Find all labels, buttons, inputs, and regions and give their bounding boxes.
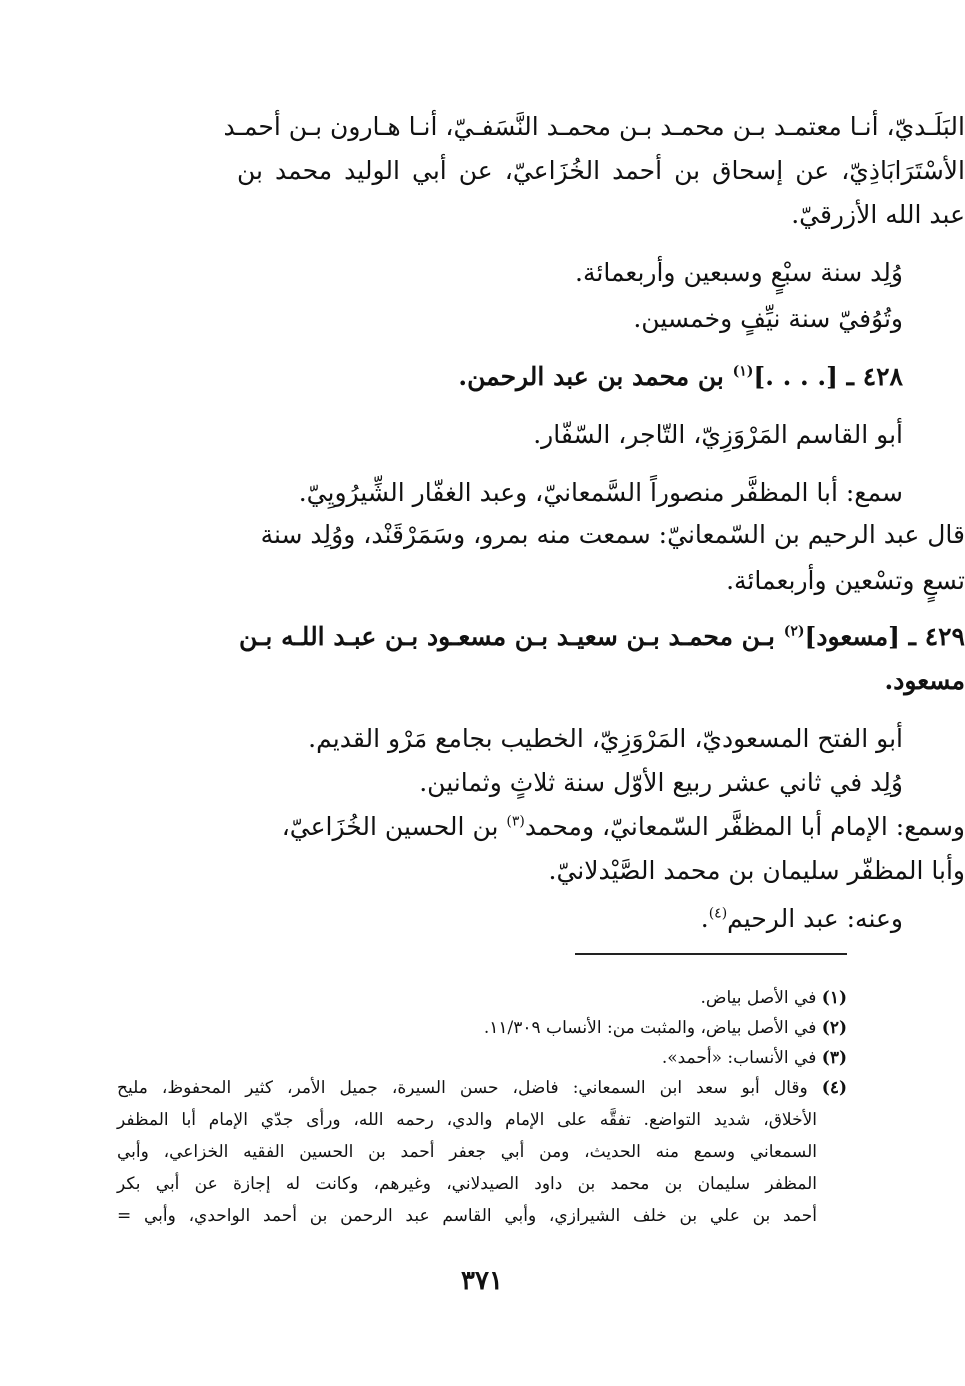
footnote-4-line1: [117, 1076, 847, 1100]
footnote-ref-4[interactable]: (٤): [708, 905, 728, 922]
entry-429-name-line2: مسعود.: [884, 666, 965, 695]
entry-429-heard-line1: [281, 812, 965, 842]
entry-429-bracket: [مسعود]: [804, 622, 900, 651]
entry-428-kunya: أبو القاسم المَرْوَزِيّ، التّاجر، السّفّار.: [533, 420, 903, 449]
entry-428-bracket: [. . . .]: [753, 362, 838, 391]
entry-429-from: [237, 904, 903, 934]
footnote-2-number: (٢): [821, 1018, 847, 1038]
footnote-ref-2[interactable]: (٢): [783, 623, 805, 640]
entry-429-kunya: أبو الفتح المسعوديّ، المَرْوَزِيّ، الخطيب بجامع مَرْو القديم.: [308, 724, 903, 753]
footnote-4-line1-text: وقال أبو سعد ابن السمعاني: فاضل، حسن السيرة، جميل الأمر، كثير المحفوظ، مليح: [117, 1078, 808, 1098]
entry-429-born: وُلِد في ثاني عشر ربيع الأوّل سنة ثلاثٍ وثمانين.: [419, 768, 903, 797]
footnote-separator: [575, 953, 847, 955]
footnote-4-number: (٤): [821, 1078, 847, 1098]
footnote-1-number: (١): [821, 988, 847, 1008]
footnote-4-line5: أحمد بن علي بن خلف الشيرازي، وأبي القاسم عبد الرحمن بن أحمد الواحدي، وأبي =: [117, 1206, 817, 1226]
footnote-3-text: في الأنساب: «أحمد».: [661, 1048, 817, 1068]
entry-429-heard-line2: وأبا المظفّر سليمان بن محمد الصَّيْدلانيّ.: [548, 856, 965, 885]
entry-428-number: ٤٢٨ ـ: [846, 362, 903, 391]
footnote-2-text: في الأصل بياض، والمثبت من: الأنساب ١١/٣٠٩.: [483, 1018, 817, 1038]
born-line: وُلِد سنة سبْعٍ وسبعين وأربعمائة.: [575, 258, 903, 287]
footnote-ref-1[interactable]: (١): [732, 363, 754, 380]
footnote-4-line4: المظفر سليمان بن محمد بن داود الصيدلاني، وغيرهم، وكانت له إجازة عن أبي بكر: [117, 1174, 817, 1194]
footnote-1: [117, 986, 847, 1010]
entry-428-heard: سمع: أبا المظفَّر منصوراً السَّمعانيّ، وعبد الغفّار الشِّيرُويِيّ.: [298, 478, 903, 507]
footnote-4-line3: السمعاني وسمع منه الحديث، ومن أبي جعفر أحمد بن الحسين الفقيه الخزاعي، وأبي: [117, 1142, 817, 1162]
entry-429-heading-line1: [239, 622, 965, 652]
entry-429-number: ٤٢٩ ـ: [908, 622, 965, 651]
footnote-ref-3[interactable]: (٣): [506, 813, 525, 830]
entry-428-heading: [237, 362, 903, 392]
footnote-4-line2: الأخلاق، شديد التواضع. تفقَّه على الإمام والدي، رحمه الله، ورأى جدّي الإمام أبا المظفر: [117, 1110, 817, 1130]
entry-429-name-line1: بـن محمـد بـن سعيـد بـن مسعـود بـن عبـد اللـه بـن: [239, 622, 775, 651]
entry-429-heard-line1-a: وسمع: الإمام أبا المظفَّر السّمعانيّ، ومحمد: [524, 812, 965, 841]
entry-428-name: بن محمد بن عبد الرحمن.: [458, 362, 724, 391]
para1-line3: عبد الله الأزرقيّ.: [791, 200, 965, 229]
entry-429-heard-line1-b: بن الحسين الخُزَاعيّ،: [281, 812, 507, 841]
footnote-1-text: في الأصل بياض.: [700, 988, 817, 1008]
entry-429-from-end: .: [700, 904, 709, 933]
footnote-2: [117, 1016, 847, 1040]
para1-line2: الأسْتَرَابَاذِيّ، عن إسحاق بن أحمد الخُزَاعيّ، عن أبي الوليد محمد بن: [237, 156, 965, 185]
page-number: ٣٧١: [461, 1266, 503, 1296]
footnote-3: [117, 1046, 847, 1070]
entry-428-said-line1-text: قال عبد الرحيم بن السّمعانيّ: سمعت منه بمرو، وسَمَرْقَنْد، ووُلِد سنة: [260, 520, 965, 549]
entry-429-from-text: وعنه: عبد الرحيم: [727, 904, 903, 933]
para1-line1: البَلَـديّ، أنـا معتمـد بـن محمـد بـن محمـد النَّسَفـيّ، أنـا هـارون بـن أحمـد: [223, 112, 965, 141]
entry-428-said-line2: تسعٍ وتسْعين وأربعمائة.: [726, 566, 965, 595]
footnote-3-number: (٣): [821, 1048, 847, 1068]
died-line: وتُوُفيّ سنة نيِّفٍ وخمسين.: [633, 304, 903, 333]
